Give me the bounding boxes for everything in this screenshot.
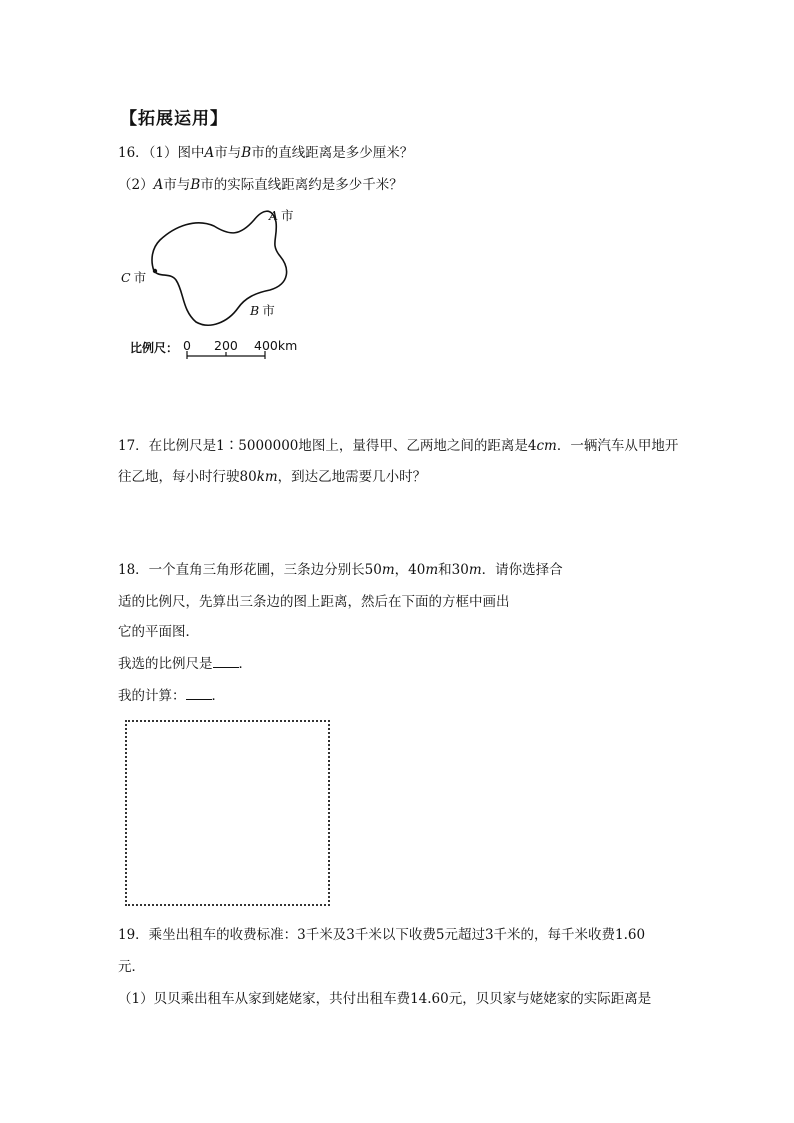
map-label-b-city: 市 [262,303,275,318]
city-c-dot [153,269,157,273]
scale-tick-label-200: 200 [214,338,238,353]
q18-scale-blank[interactable] [213,655,239,668]
q17-line2-b: ，到达乙地需要几小时？ [277,469,427,485]
q16-part2-city-b: B [190,177,201,193]
map-label-c-city: 市 [133,270,147,285]
map-label-b-letter: B [250,303,260,318]
q16-part1-prefix: 16．（1）图中 [118,145,205,161]
q17-line1 [118,436,678,456]
q18-line1-d: ．请你选择合 [481,562,563,578]
q18-line1 [118,560,563,580]
q18-calc-prompt: 我的计算： [118,688,186,704]
q18-calc-blank[interactable] [186,687,212,700]
q16-part2-suffix: 市的实际直线距离约是多少千米？ [200,177,403,193]
map-label-b [250,301,275,319]
q17-line2-a: 往乙地，每小时行驶80 [118,469,257,485]
scale-tick-label-400: 400km [254,338,298,353]
q18-line2: 适的比例尺，先算出三条边的图上距离，然后在下面的方框中画出 [118,594,510,610]
q18-line3: 它的平面图． [118,624,199,640]
map-label-c-letter: C [121,270,131,285]
q18-line4-period: ． [238,656,252,672]
q18-unit-m-1: m [381,562,395,578]
q18-line1-a: 18．一个直角三角形花圃，三条边分别长50 [118,562,382,578]
q18-line4 [118,654,252,674]
drawing-box[interactable] [125,720,330,906]
map-label-a-letter: A [269,208,279,223]
q18-line1-c: 和30 [438,562,469,578]
map-label-a [269,206,294,224]
q16-part2-mid: 市与 [163,177,191,193]
q18-line5-period: ． [211,688,225,704]
q17-line2 [118,467,426,487]
q19-line3: （1）贝贝乘出租车从家到姥姥家，共付出租车费14.60元，贝贝家与姥姥家的实际距离是 [118,991,652,1007]
q16-part1-city-b: B [241,145,252,161]
q16-part2-prefix: （2） [118,177,154,193]
q17-line1-a: 17．在比例尺是1∶5000000地图上，量得甲、乙两地之间的距离是4 [118,438,537,454]
q17-line1-b: ．一辆汽车从甲地开 [556,438,679,454]
q18-scale-prompt: 我选的比例尺是 [118,656,213,672]
q16-part1-city-a: A [204,145,215,161]
q17-line1-unit: cm [536,438,557,454]
q19-line2: 元． [118,959,145,975]
q18-unit-m-3: m [468,562,482,578]
q16-part1-mid: 市与 [214,145,242,161]
q18-line1-b: ，40 [394,562,426,578]
q19-line1: 19．乘坐出租车的收费标准：3千米及3千米以下收费5元超过3千米的，每千米收费1.60 [118,927,646,943]
scale-title: 比例尺： [130,341,179,355]
map-figure [0,0,794,400]
q18-unit-m-2: m [425,562,439,578]
section-title: 【拓展运用】 [120,109,228,129]
q17-line2-unit: km [256,469,278,485]
q16-part2-city-a: A [153,177,164,193]
q16-part1-suffix: 市的直线距离是多少厘米？ [251,145,414,161]
scale-tick-label-0: 0 [183,338,191,353]
map-label-a-city: 市 [281,208,294,223]
map-label-c [121,268,146,286]
q18-line5 [118,686,225,706]
